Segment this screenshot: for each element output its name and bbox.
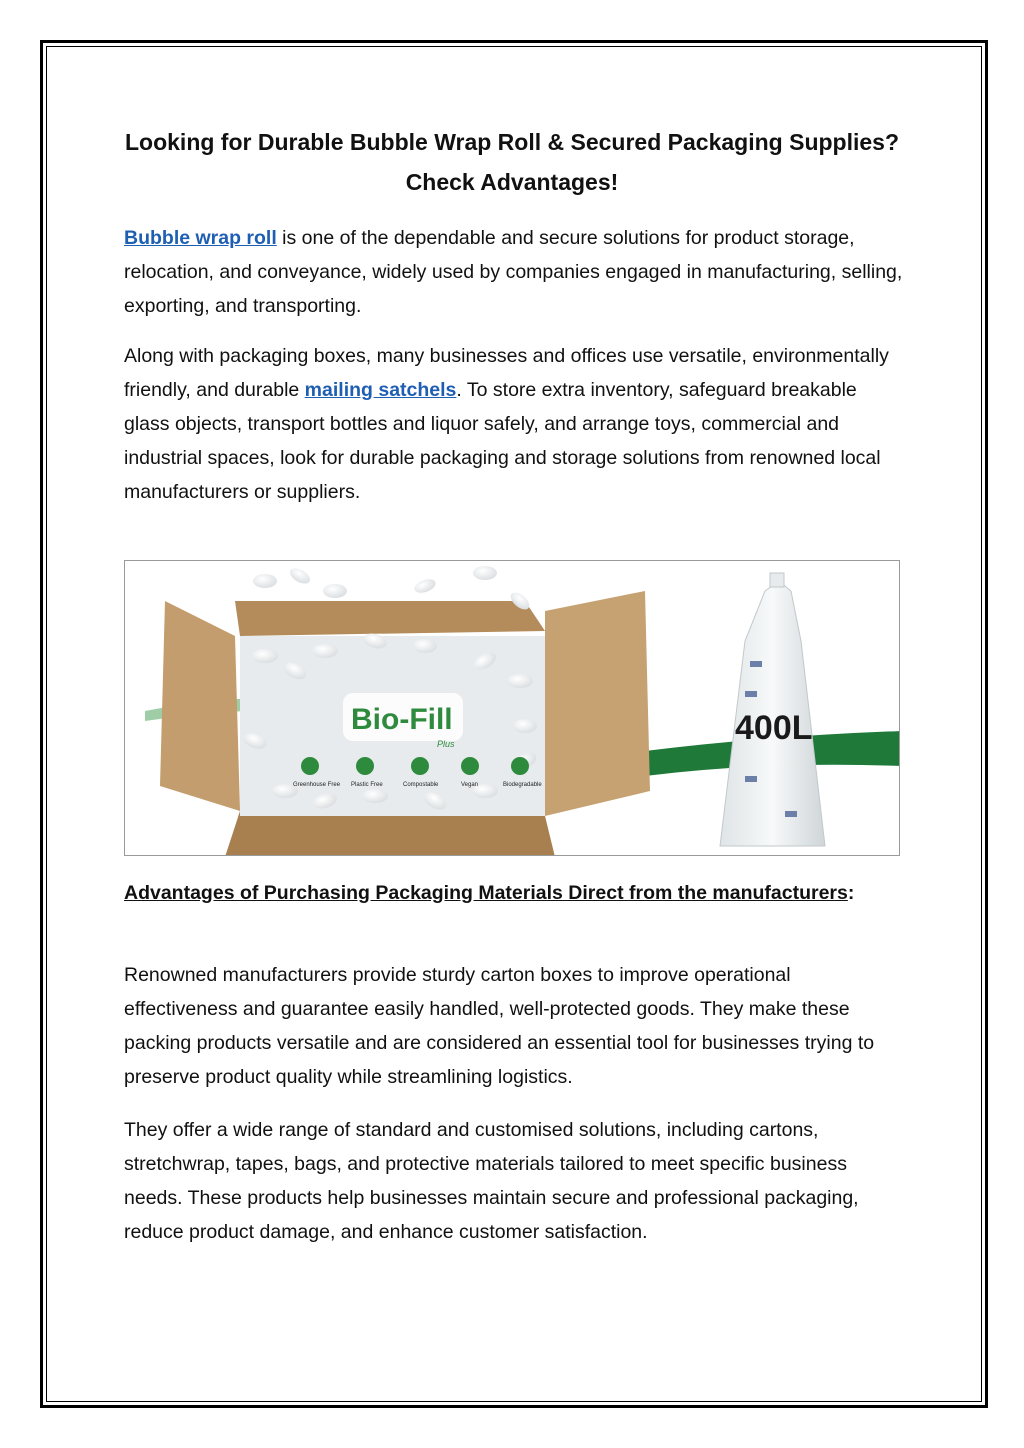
- packing-peanuts-illustration: [125, 561, 900, 856]
- bubble-wrap-roll-link[interactable]: Bubble wrap roll: [124, 227, 277, 249]
- paragraph-bubble-wrap: [124, 221, 904, 323]
- document-title: Looking for Durable Bubble Wrap Roll & Secured Packaging Supplies? Check Advantages!: [124, 129, 899, 195]
- box-flap-left: [160, 601, 240, 811]
- paragraph-1-text: is one of the dependable and secure solutions for product storage, relocation, and conveyance, widely used by companies engaged in manufacturing, selling, exporting, and transporting.: [124, 227, 903, 317]
- mailing-satchels-link[interactable]: mailing satchels: [304, 379, 457, 401]
- product-image: [124, 560, 900, 856]
- box-flap-bottom: [225, 811, 555, 856]
- box-flap-top: [235, 601, 545, 636]
- paragraph-manufacturers: Renowned manufacturers provide sturdy carton boxes to improve operational effectiveness and guarantee easily handled, well-protected goods. They make these packing products versatile and are considered an essential tool for businesses trying to preserve product quality while streamlining logistics.: [124, 964, 875, 1088]
- paragraph-2-text-before: Along with packaging boxes, many businesses and offices use versatile, environmentally friendly, and durable: [124, 345, 889, 401]
- paragraph-2-text-after: . To store extra inventory, safeguard breakable glass objects, transport bottles and liquor safely, and arrange toys, commercial and industrial spaces, look for durable packaging and storage solutions from renowned local manufacturers or suppliers.: [124, 379, 881, 503]
- box-flap-right: [545, 591, 650, 816]
- paragraph-solutions: They offer a wide range of standard and customised solutions, including cartons, stretchwrap, tapes, bags, and protective materials tailored to meet specific business needs. These products help businesses maintain secure and professional packaging, reduce product damage, and enhance customer satisfaction.: [124, 1119, 859, 1243]
- svg-text:Vegan: Vegan: [461, 782, 479, 788]
- svg-text:Compostable: Compostable: [403, 782, 439, 788]
- advantages-heading: [124, 876, 904, 910]
- svg-text:Plus: Plus: [437, 739, 455, 749]
- bio-fill-logo: [343, 693, 463, 749]
- svg-text:Greenhouse Free: Greenhouse Free: [293, 782, 341, 788]
- advantages-heading-colon: :: [847, 882, 855, 904]
- svg-text:Bio-Fill: Bio-Fill: [351, 703, 453, 736]
- svg-text:Biodegradable: Biodegradable: [503, 782, 542, 788]
- filled-bag: [720, 573, 825, 846]
- paragraph-mailing-satchels: [124, 339, 904, 509]
- svg-text:Plastic Free: Plastic Free: [351, 782, 383, 788]
- svg-text:400L: 400L: [735, 709, 813, 747]
- advantages-heading-text: Advantages of Purchasing Packaging Materials Direct from the manufacturers: [124, 882, 848, 904]
